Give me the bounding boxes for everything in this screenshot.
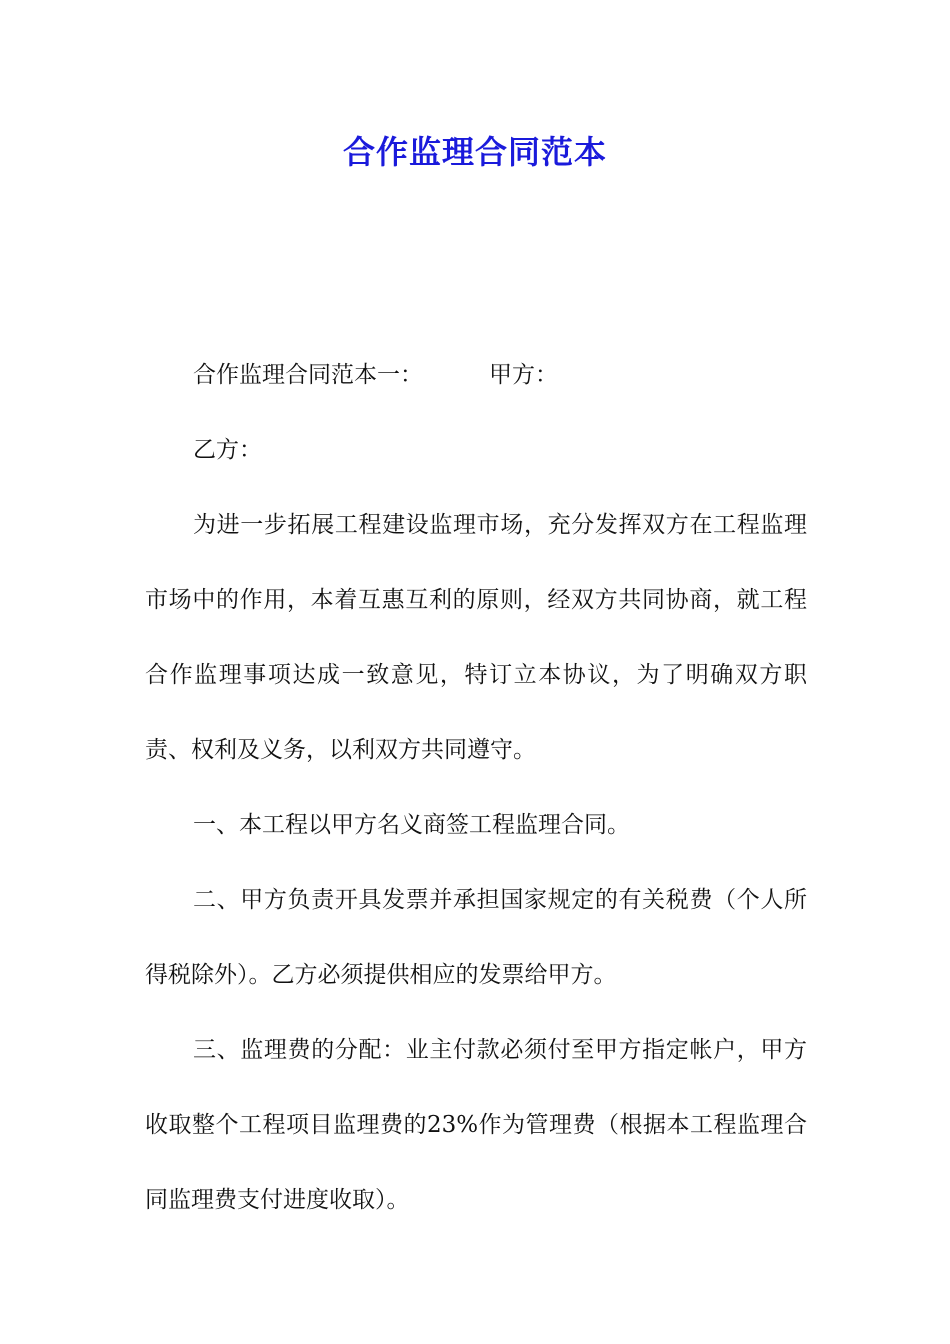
party-b-label: 乙方： [193,437,262,463]
clause-1: 一、本工程以甲方名义商签工程监理合同。 [193,812,630,838]
paragraph-intro [145,338,807,413]
clause-3: 三、监理费的分配：业主付款必须付至甲方指定帐户，甲方收取整个工程项目监理费的23%作为管理费（根据本工程监理合同监理费支付进度收取）。 [145,1037,807,1213]
party-a-label: 甲方： [489,362,558,388]
contract-heading-label: 合作监理合同范本一： [193,362,423,388]
document-title: 合作监理合同范本 [342,133,607,171]
clause-2: 二、甲方负责开具发票并承担国家规定的有关税费（个人所得税除外）。乙方必须提供相应的发票给甲方。 [145,887,807,988]
document-body [145,338,807,1238]
paragraph-preamble: 为进一步拓展工程建设监理市场，充分发挥双方在工程监理市场中的作用，本着互惠互利的原则，经双方共同协商，就工程合作监理事项达成一致意见，特订立本协议，为了明确双方职责、权利及义务，以利双方共同遵守。 [145,512,807,763]
